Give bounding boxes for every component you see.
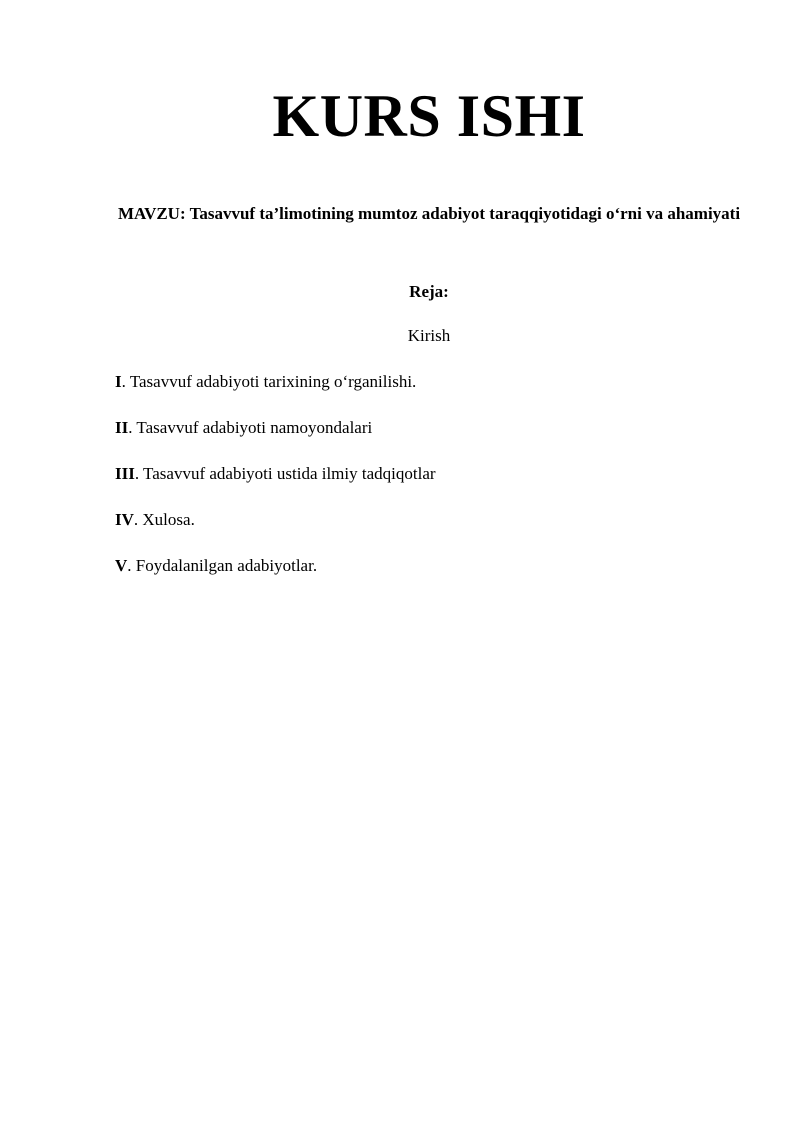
plan-item-text: . Tasavvuf adabiyoti tarixining o‘rganilishi. — [121, 372, 417, 391]
plan-item-text: . Tasavvuf adabiyoti namoyondalari — [128, 418, 373, 437]
plan-list — [115, 370, 743, 600]
plan-intro: Kirish — [407, 326, 451, 345]
plan-item-numeral: III — [115, 464, 135, 483]
plan-item-text: . Foydalanilgan adabiyotlar. — [127, 556, 318, 575]
plan-item-text: . Tasavvuf adabiyoti ustida ilmiy tadqiqotlar — [134, 464, 436, 483]
plan-item-numeral: II — [115, 418, 129, 437]
topic-heading: MAVZU: Tasavvuf ta’limotining mumtoz adabiyot taraqqiyotidagi o‘rni va ahamiyati — [117, 204, 741, 223]
plan-item — [115, 462, 743, 486]
document-title: KURS ISHI — [272, 83, 586, 149]
plan-item — [115, 370, 743, 394]
plan-item-numeral: IV — [115, 510, 134, 529]
plan-item-numeral: I — [115, 372, 122, 391]
plan-item — [115, 554, 743, 578]
plan-item — [115, 508, 743, 532]
plan-item-numeral: V — [115, 556, 128, 575]
plan-item-text: . Xulosa. — [133, 510, 195, 529]
plan-heading: Reja: — [409, 282, 449, 301]
plan-item — [115, 416, 743, 440]
